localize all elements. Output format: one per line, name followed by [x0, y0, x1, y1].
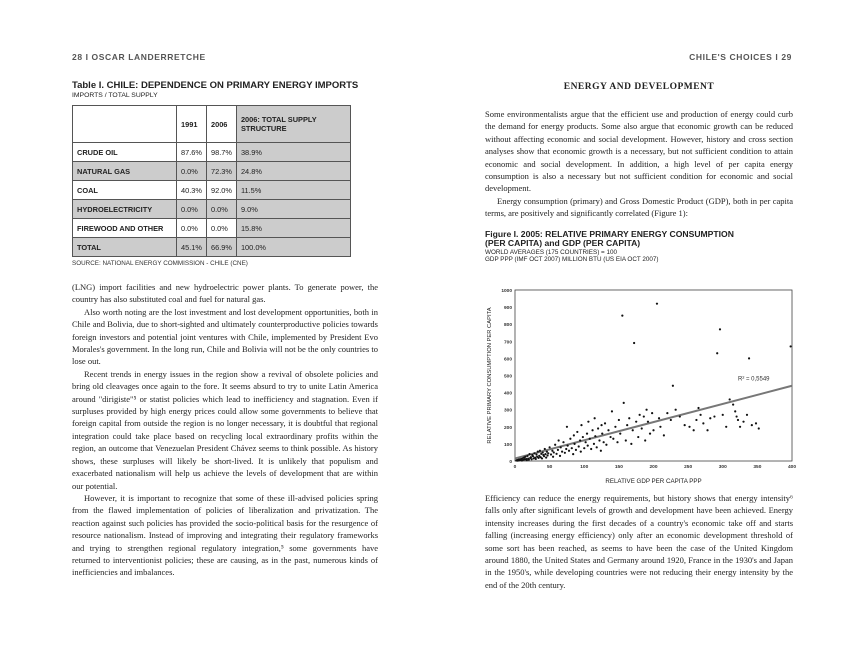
data-point: [706, 429, 708, 431]
paragraph: Some environmentalists argue that the efficient use and production of energy could curb the demand for energy products. Some also argue that economic growth can be reduced without affecting economic and social development. However, history and cross section analyses show that economic growth is a necessary, but not sufficient condition to attain economic and social development. In addition, a high level of per capita energy consumption is also a necessary but not sufficient condition for economic and social development.: [485, 109, 793, 194]
x-tick-label: 50: [546, 465, 553, 470]
data-point: [739, 426, 741, 428]
data-point: [639, 414, 641, 416]
data-point: [589, 438, 591, 440]
x-tick-label: 350: [753, 465, 762, 470]
table-cell: 0.0%: [177, 162, 207, 181]
data-point: [649, 433, 651, 435]
y-tick-label: 600: [503, 357, 512, 363]
table-cell: 87.6%: [177, 143, 207, 162]
data-point: [670, 419, 672, 421]
data-point: [547, 452, 549, 454]
data-point: [575, 449, 577, 451]
x-tick-label: 100: [580, 465, 589, 470]
data-point: [544, 453, 546, 455]
x-tick-label: 300: [718, 465, 727, 470]
figure-title: Figure I. 2005: RELATIVE PRIMARY ENERGY CONSUMPTION: [485, 228, 734, 239]
data-point: [600, 424, 602, 426]
r-squared-annotation: R² = 0,5549: [737, 376, 770, 383]
data-point: [535, 453, 537, 455]
y-tick-label: 700: [503, 340, 512, 346]
data-point: [539, 450, 541, 452]
row-label: FIREWOOD AND OTHER: [73, 219, 177, 238]
data-point: [641, 427, 643, 429]
data-point: [594, 435, 596, 437]
table-title: Table I. CHILE: DEPENDENCE ON PRIMARY ENERGY IMPORTS: [72, 80, 359, 91]
data-point: [593, 443, 595, 445]
data-point: [605, 444, 607, 446]
data-point: [572, 453, 574, 455]
paragraph: Efficiency can reduce the energy requirements, but history shows that energy intensity⁶ falls only after significant levels of growth and development have been achieved. Energy intensity increases during the first decades of a country's economic take off and starts falling (increasing energy efficiency) only after an economic development threshold of some sort has been reached, as seems to have been the case of the United Kingdom around 1880, the United States and Germany around 1920, France in the 1930's and Japan in the 1950's, while developing countries were not reducing their energy intensity by the end of the 20th century.: [485, 493, 793, 590]
table-cell: 9.0%: [236, 200, 350, 219]
data-point: [569, 438, 571, 440]
data-point: [580, 424, 582, 426]
data-point: [716, 352, 718, 354]
data-point: [635, 421, 637, 423]
data-point: [541, 457, 543, 459]
data-point: [582, 436, 584, 438]
energy-imports-table: [72, 105, 351, 257]
y-tick-label: 200: [503, 425, 512, 431]
data-point: [679, 415, 681, 417]
data-point: [579, 439, 581, 441]
data-point: [699, 414, 701, 416]
data-point: [535, 458, 537, 460]
table-cell: 98.7%: [206, 143, 236, 162]
data-point: [553, 451, 555, 453]
data-point: [643, 415, 645, 417]
data-point: [567, 445, 569, 447]
row-label: NATURAL GAS: [73, 162, 177, 181]
data-point: [746, 414, 748, 416]
data-point: [695, 419, 697, 421]
data-point: [607, 429, 609, 431]
data-point: [619, 433, 621, 435]
data-point: [621, 315, 623, 317]
data-point: [647, 421, 649, 423]
data-point: [633, 342, 635, 344]
data-point: [751, 424, 753, 426]
data-point: [596, 446, 598, 448]
row-label: HYDROELECTRICITY: [73, 200, 177, 219]
data-point: [675, 409, 677, 411]
table-row: [73, 181, 351, 200]
data-point: [546, 450, 548, 452]
data-point: [628, 417, 630, 419]
data-point: [559, 455, 561, 457]
x-axis-label: RELATIVE GDP PER CAPITA PPP: [605, 478, 702, 485]
data-point: [533, 452, 535, 454]
data-point: [758, 427, 760, 429]
data-point: [672, 385, 674, 387]
data-point: [637, 436, 639, 438]
y-tick-label: 900: [503, 306, 512, 312]
data-point: [618, 419, 620, 421]
data-point: [542, 451, 544, 453]
table-row: [73, 162, 351, 181]
data-point: [684, 424, 686, 426]
data-point: [663, 434, 665, 436]
data-point: [713, 415, 715, 417]
data-point: [551, 450, 553, 452]
data-point: [578, 445, 580, 447]
table-cell: 66.9%: [206, 238, 236, 257]
data-point: [702, 422, 704, 424]
data-point: [537, 457, 539, 459]
data-point: [614, 426, 616, 428]
table-row: [73, 200, 351, 219]
data-point: [543, 455, 545, 457]
data-point: [729, 398, 731, 400]
data-point: [626, 424, 628, 426]
data-point: [537, 450, 539, 452]
table-cell: 24.8%: [236, 162, 350, 181]
paragraph: Recent trends in energy issues in the region show a revival of obsolete policies and bring old cleavages once again to the fore. It seems absurd to try to unite Latin America around "dirigiste"⁵ or statist policies which lead to inefficiency and stagnation. Even if surpluses provided by high energy prices could allow some governments to believe that foreign capital from outside the region is no longer necessary, it is doubtful that regional integration could take place based on recycling local extraordinary profits within the region, an outcome that Venezuelan President Chávez seems to think possible. As history shows, these surpluses will likely be short-lived. It is unlikely that populism and exacerbated nationalism will help us achieve the levels of development that are within our potential.: [72, 368, 378, 491]
x-tick-label: 400: [787, 465, 797, 470]
data-point: [709, 417, 711, 419]
data-point: [562, 441, 564, 443]
table-cell: 15.8%: [236, 219, 350, 238]
data-point: [586, 433, 588, 435]
y-tick-label: 1000: [501, 289, 512, 294]
data-point: [591, 429, 593, 431]
table-cell: 0.0%: [206, 219, 236, 238]
table-row: [73, 238, 351, 257]
x-tick-label: 200: [649, 465, 658, 470]
data-point: [632, 429, 634, 431]
data-point: [612, 438, 614, 440]
data-point: [652, 429, 654, 431]
data-point: [601, 433, 603, 435]
data-point: [600, 450, 602, 452]
data-point: [598, 439, 600, 441]
table-cell: 100.0%: [236, 238, 350, 257]
figure-title-line2: (PER CAPITA) and GDP (PER CAPITA): [485, 238, 641, 249]
data-point: [561, 450, 563, 452]
table-header-cell: 2006: [206, 106, 236, 143]
data-point: [604, 422, 606, 424]
running-header-right: CHILE'S CHOICES I 29: [689, 52, 792, 62]
data-point: [552, 456, 554, 458]
data-point: [545, 456, 547, 458]
paragraph: Energy consumption (primary) and Gross Domestic Product (GDP), both in per capita terms, are positively and significantly correlated (Figure 1):: [485, 195, 793, 219]
data-point: [590, 448, 592, 450]
data-point: [587, 445, 589, 447]
data-point: [693, 429, 695, 431]
figure-subtitle: GDP PPP (IMF OCT 2007) MILLION BTU (US EIA OCT 2007): [485, 256, 659, 264]
table-row: [73, 143, 351, 162]
x-tick-label: 250: [684, 465, 693, 470]
data-point: [528, 459, 530, 461]
table-cell: 40.3%: [177, 181, 207, 200]
data-point: [571, 447, 573, 449]
data-point: [666, 412, 668, 414]
data-point: [722, 414, 724, 416]
row-label: TOTAL: [73, 238, 177, 257]
section-title: ENERGY AND DEVELOPMENT: [563, 82, 715, 92]
data-point: [532, 455, 534, 457]
row-label: COAL: [73, 181, 177, 200]
data-point: [725, 426, 727, 428]
data-point: [719, 328, 721, 330]
data-point: [736, 415, 738, 417]
data-point: [566, 426, 568, 428]
table-header-cell: [73, 106, 177, 143]
data-point: [597, 427, 599, 429]
table-header-row: [73, 106, 351, 143]
table-cell: 0.0%: [177, 219, 207, 238]
plot-frame: [515, 290, 792, 461]
table-source: SOURCE: NATIONAL ENERGY COMMISSION - CHILE (CNE): [72, 260, 248, 267]
table-cell: 0.0%: [177, 200, 207, 219]
data-point: [585, 441, 587, 443]
data-point: [594, 417, 596, 419]
data-point: [564, 452, 566, 454]
running-header-left: 28 I OSCAR LANDERRETCHE: [72, 52, 206, 62]
data-point: [656, 303, 658, 305]
data-point: [737, 419, 739, 421]
table-cell: 92.0%: [206, 181, 236, 200]
table-cell: 0.0%: [206, 200, 236, 219]
data-point: [625, 439, 627, 441]
data-point: [568, 450, 570, 452]
data-point: [742, 421, 744, 423]
left-page: [72, 80, 378, 579]
data-point: [560, 446, 562, 448]
data-point: [583, 447, 585, 449]
data-point: [734, 410, 736, 412]
data-point: [688, 426, 690, 428]
table-cell: 72.3%: [206, 162, 236, 181]
scatter-chart: [485, 285, 795, 495]
y-tick-label: 0: [509, 460, 512, 465]
table-cell: 11.5%: [236, 181, 350, 200]
data-point: [565, 448, 567, 450]
y-axis-label: RELATIVE PRIMARY CONSUMPTION PER CAPITA: [487, 307, 493, 444]
figure-subtitle: WORLD AVERAGES (175 COUNTRIES) = 100: [485, 248, 617, 256]
table-row: [73, 219, 351, 238]
table-header-cell: 1991: [177, 106, 207, 143]
x-tick-label: 150: [614, 465, 623, 470]
data-point: [550, 453, 552, 455]
data-point: [524, 456, 526, 458]
data-point: [530, 456, 532, 458]
data-point: [546, 454, 548, 456]
table-cell: 45.1%: [177, 238, 207, 257]
data-point: [526, 455, 528, 457]
data-point: [573, 443, 575, 445]
data-point: [580, 450, 582, 452]
data-point: [573, 434, 575, 436]
y-tick-label: 100: [503, 442, 512, 448]
data-point: [611, 410, 613, 412]
data-point: [609, 436, 611, 438]
data-point: [697, 407, 699, 409]
data-point: [557, 449, 559, 451]
data-point: [555, 453, 557, 455]
y-tick-label: 800: [503, 323, 512, 329]
data-point: [554, 444, 556, 446]
data-point: [623, 402, 625, 404]
data-point: [732, 403, 734, 405]
data-point: [544, 448, 546, 450]
data-point: [644, 439, 646, 441]
table-cell: 38.9%: [236, 143, 350, 162]
table-subtitle: IMPORTS / TOTAL SUPPLY: [72, 92, 158, 99]
data-point: [528, 453, 530, 455]
y-tick-label: 400: [503, 391, 512, 397]
x-tick-label: 0: [513, 465, 517, 470]
data-point: [558, 439, 560, 441]
paragraph: However, it is important to recognize that some of these ill-advised policies spring from the flawed implementation of policies of liberalization and privatization. The reaction against such policies has provided the socio-political basis for the resurgence of resource nationalism. Instead of improving and integrating their regulatory frameworks and trying to strengthen regional regulatory integration,⁵ some governments have returned to interventionist policies; these are causing, as in the past, numerous kinds of inefficiencies and imbalances.: [72, 492, 378, 578]
data-point: [659, 426, 661, 428]
data-point: [587, 421, 589, 423]
data-point: [630, 443, 632, 445]
y-tick-label: 300: [503, 408, 512, 414]
data-point: [755, 422, 757, 424]
data-point: [790, 345, 792, 347]
data-point: [531, 458, 533, 460]
data-point: [549, 446, 551, 448]
table-header-cell: 2006: TOTAL SUPPLY STRUCTURE: [236, 106, 350, 143]
paragraph: (LNG) import facilities and new hydroelectric power plants. To generate power, the country has also substituted coal and fuel for natural gas.: [72, 282, 378, 305]
data-point: [658, 417, 660, 419]
data-point: [748, 357, 750, 359]
chart-axes: [515, 290, 792, 461]
data-point: [616, 441, 618, 443]
data-point: [576, 431, 578, 433]
data-point: [603, 441, 605, 443]
data-point: [645, 409, 647, 411]
data-point: [651, 412, 653, 414]
paragraph: Also worth noting are the lost investment and lost development opportunities, both in Chile and Bolivia, due to short-sighted and ultimately counterproductive policies towards foreign investors and potential joint ventures with Chile, implemented by President Evo Morales's government. In the long run, Chile and Bolivia will not be the only countries to lose out.: [72, 306, 378, 367]
row-label: CRUDE OIL: [73, 143, 177, 162]
y-tick-label: 500: [503, 374, 512, 380]
